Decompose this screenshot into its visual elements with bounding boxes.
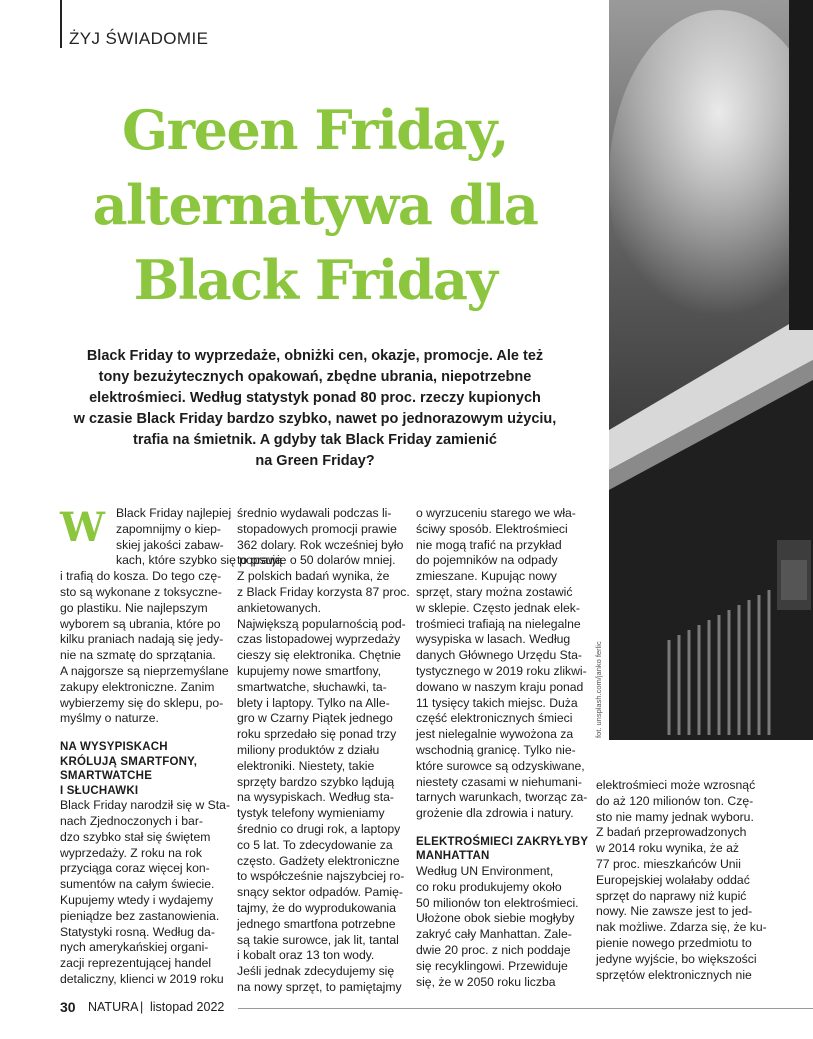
text-line: niestety czasami w niehumani-	[416, 774, 582, 789]
headline-line: Black Friday	[133, 248, 497, 312]
text-line: 11 tysięcy takich miejsc. Duża	[416, 695, 578, 710]
text-line: ELEKTROŚMIECI ZAKRYŁYBY	[416, 835, 589, 848]
text-line: SMARTWATCHE	[60, 770, 153, 783]
text-line: MANHATTAN	[416, 850, 490, 863]
lead-line: w czasie Black Friday bardzo szybko, nawet po jednorazowym użyciu,	[73, 411, 557, 427]
text-line: na wysypiskach. Według sta-	[237, 790, 394, 805]
text-line: tajmy, że do wyprodukowania	[237, 900, 396, 915]
text-line: danych Głównego Urzędu Sta-	[416, 648, 582, 663]
text-line: nie mogą trafić na przykład	[416, 537, 562, 552]
lead-paragraph	[40, 346, 590, 472]
text-line: jedyne wyjście, bo większości	[596, 951, 757, 966]
text-line: Black Friday narodził się w Sta-	[60, 798, 231, 813]
body-paragraph	[416, 506, 588, 822]
text-line: które surowce są odzyskiwane,	[416, 758, 585, 773]
body-paragraph	[596, 778, 766, 983]
text-line: dzo szybko stał się świętem	[60, 829, 211, 844]
text-line: Europejskiej wolałaby oddać	[596, 872, 750, 887]
text-line: snący sektor odpadów. Pamię-	[237, 885, 403, 900]
lead-line: tony bezużytecznych opakowań, zbędne ubrania, niepotrzebne	[98, 369, 532, 385]
text-line: Największą popularnością pod-	[237, 616, 406, 631]
text-line: się, że w 2050 roku liczba	[416, 974, 556, 989]
text-line: często. Gadżety elektroniczne	[237, 853, 400, 868]
text-line: są takie surowce, jak lit, tantal	[237, 932, 399, 947]
text-line: jest nielegalnie wywożona za	[416, 727, 574, 742]
text-line: Z polskich badań wynika, że	[237, 569, 390, 584]
text-line: średnio wydawali podczas li-	[237, 506, 392, 520]
text-line: Ułożone obok siebie mogłyby	[416, 911, 575, 926]
text-line: nowy. Nie zawsze jest to jed-	[596, 904, 753, 919]
lead-line: trafia na śmietnik. A gdyby tak Black Friday zamienić	[133, 432, 497, 448]
text-line: ściwy sposób. Elektrośmieci	[416, 521, 568, 536]
text-line: roku sprzedało się ponad trzy	[237, 727, 397, 742]
text-line: dwie 20 proc. z nich poddaje	[416, 942, 571, 957]
text-line: elektrośmieci może wzrosnąć	[596, 778, 756, 792]
text-line: to prawie o 50 dolarów mniej.	[237, 553, 396, 568]
issue-date: listopad 2022	[150, 1000, 225, 1014]
text-line: Black Friday najlepiej	[116, 506, 232, 520]
text-line: wybierzemy się do sklepu, po-	[60, 695, 224, 710]
text-line: co 5 lat. To zdecydowanie za	[237, 837, 393, 852]
text-line: stopadowych promocji prawie	[237, 521, 397, 536]
body-column-2	[237, 506, 410, 996]
spacer	[416, 822, 584, 835]
text-line: go plastiku. Nie najlepszym	[60, 600, 208, 615]
article-photo	[609, 0, 813, 740]
text-line: i kobalt oraz 13 ton wody.	[237, 948, 375, 963]
text-line: nych amerykańskiej organi-	[60, 940, 209, 955]
text-line: z Black Friday korzysta 87 proc.	[237, 584, 410, 599]
page-number: 30	[60, 999, 76, 1015]
text-line: KRÓLUJĄ SMARTFONY,	[60, 755, 198, 768]
section-rule	[60, 0, 62, 48]
text-line: zmieszane. Kupując nowy	[416, 569, 557, 584]
footer-separator: |	[140, 1000, 144, 1014]
text-line: Jeśli jednak zdecydujemy się	[237, 964, 395, 979]
text-line: I SŁUCHAWKI	[60, 784, 139, 797]
text-line: miliony produktów z działu	[237, 742, 380, 757]
text-line: co roku produkujemy około	[416, 879, 562, 894]
text-line: sprzęt do naprawy niż kupić	[596, 888, 747, 903]
text-line: smartwatche, słuchawki, ta-	[237, 679, 387, 694]
photo-credit: fot. unsplash.com/janko ferlic	[594, 641, 603, 738]
text-line: grożenie dla zdrowia i natury.	[416, 806, 574, 821]
body-column-4	[596, 778, 766, 983]
text-line: tarnych warunkach, tworząc za-	[416, 790, 588, 805]
text-line: zacji reprezentującej handel	[60, 956, 212, 971]
text-line: tystyk telefony wymieniamy	[237, 806, 385, 821]
text-line: do pojemników na odpady	[416, 553, 558, 568]
text-line: blety i laptopy. Tylko na Alle-	[237, 695, 390, 710]
text-line: nie na szmatę do sprzątania.	[60, 648, 216, 663]
dropcap: W	[60, 504, 105, 551]
text-line: detaliczny, klienci w 2019 roku	[60, 971, 224, 986]
text-line: sprzęty bardzo szybko lądują	[237, 774, 395, 789]
text-line: 50 milionów ton elektrośmieci.	[416, 895, 579, 910]
text-line: skiej jakości zabaw-	[116, 537, 224, 552]
text-line: w sklepie. Często jednak elek-	[416, 600, 580, 615]
text-line: wyborem są ubrania, które po	[60, 616, 221, 631]
text-line: się recyklingowi. Przewiduje	[416, 958, 568, 973]
text-line: jednego smartfona potrzebne	[237, 916, 396, 931]
headline-line: alternatywa dla	[92, 173, 538, 237]
text-line: na nowy sprzęt, to pamiętajmy	[237, 979, 402, 994]
text-line: i trafią do kosza. Do tego czę-	[60, 569, 222, 584]
text-line: średnio co drugi rok, a laptopy	[237, 821, 401, 836]
body-column-3	[416, 506, 589, 990]
subhead	[416, 835, 589, 864]
spacer	[60, 727, 230, 740]
text-line: 362 dolary. Rok wcześniej było	[237, 537, 404, 552]
text-line: część elektronicznych śmieci	[416, 711, 573, 726]
text-line: przyciąga coraz więcej kon-	[60, 861, 210, 876]
text-line: trośmieci trafiają na nielegalne	[416, 616, 581, 631]
body-paragraph	[237, 506, 410, 996]
text-line: elektroniki. Niestety, takie	[237, 758, 375, 773]
photo-illustration	[609, 0, 813, 740]
text-line: sprzętów elektronicznych nie	[596, 967, 752, 982]
text-line: Według UN Environment,	[416, 863, 554, 878]
text-line: Z badań przeprowadzonych	[596, 825, 747, 840]
text-line: nach Zjednoczonych i bar-	[60, 813, 203, 828]
text-line: sto nie mamy jednak wyboru.	[596, 809, 754, 824]
text-line: sprzęt, stary można zostawić	[416, 584, 573, 599]
text-line: zakryć cały Manhattan. Zale-	[416, 927, 572, 942]
text-line: o wyrzuceniu starego we wła-	[416, 506, 576, 520]
text-line: czas listopadowej wyprzedaży	[237, 632, 401, 647]
text-line: kilku praniach nadają się jedy-	[60, 632, 224, 647]
lead-line: na Green Friday?	[255, 453, 375, 469]
section-label: ŻYJ ŚWIADOMIE	[69, 29, 209, 48]
text-line: tystycznego w 2019 roku zlikwi-	[416, 663, 587, 678]
text-line: kupujemy nowe smartfony,	[237, 663, 382, 678]
text-line: wyprzedaży. Z roku na rok	[60, 845, 203, 860]
text-line: pieniądze bez zastanowienia.	[60, 908, 220, 923]
headline-line: Green Friday,	[122, 98, 508, 162]
text-line: 77 proc. mieszkańców Unii	[596, 856, 741, 871]
magazine-name: NATURA	[88, 1000, 139, 1014]
text-line: NA WYSYPISKACH	[60, 741, 168, 754]
text-line: w 2014 roku wynika, że aż	[596, 841, 739, 856]
footer-rule	[238, 1008, 813, 1009]
text-line: dowano w naszym kraju ponad	[416, 679, 584, 694]
text-line: sto są wykonane z toksyczne-	[60, 584, 222, 599]
text-line: kach, które szybko się popsują	[116, 553, 282, 568]
text-line: to współcześnie najszybciej ro-	[237, 869, 405, 884]
text-line: sumentów na całym świecie.	[60, 877, 215, 892]
text-line: Kupujemy wtedy i wydajemy	[60, 892, 214, 907]
lead-line: elektrośmieci. Według statystyk ponad 80 proc. rzeczy kupionych	[89, 390, 541, 406]
text-line: cieszy się elektronika. Chętnie	[237, 648, 401, 663]
body-paragraph	[416, 864, 584, 990]
subhead	[60, 740, 230, 798]
text-line: A najgorsze są nieprzemyślane	[60, 663, 229, 678]
text-line: myślmy o naturze.	[60, 711, 159, 726]
text-line: ankietowanych.	[237, 600, 322, 615]
headline	[20, 93, 610, 318]
text-line: wschodnią granicę. Tylko nie-	[416, 742, 576, 757]
lead-line: Black Friday to wyprzedaże, obniżki cen, okazje, promocje. Ale też	[86, 348, 544, 364]
text-line: zakupy elektroniczne. Zanim	[60, 679, 215, 694]
text-line: nak możliwe. Zdarza się, że ku-	[596, 920, 767, 935]
text-line: wysypiska w lasach. Według	[416, 632, 571, 647]
text-line: gro w Czarny Piątek jednego	[237, 711, 393, 726]
body-paragraph	[60, 798, 230, 988]
text-line: pienie nowego przedmiotu to	[596, 935, 752, 950]
text-line: zapomnijmy o kiep-	[116, 521, 221, 536]
text-line: do aż 120 milionów ton. Czę-	[596, 793, 754, 808]
text-line: Statystyki rosną. Według da-	[60, 924, 215, 939]
